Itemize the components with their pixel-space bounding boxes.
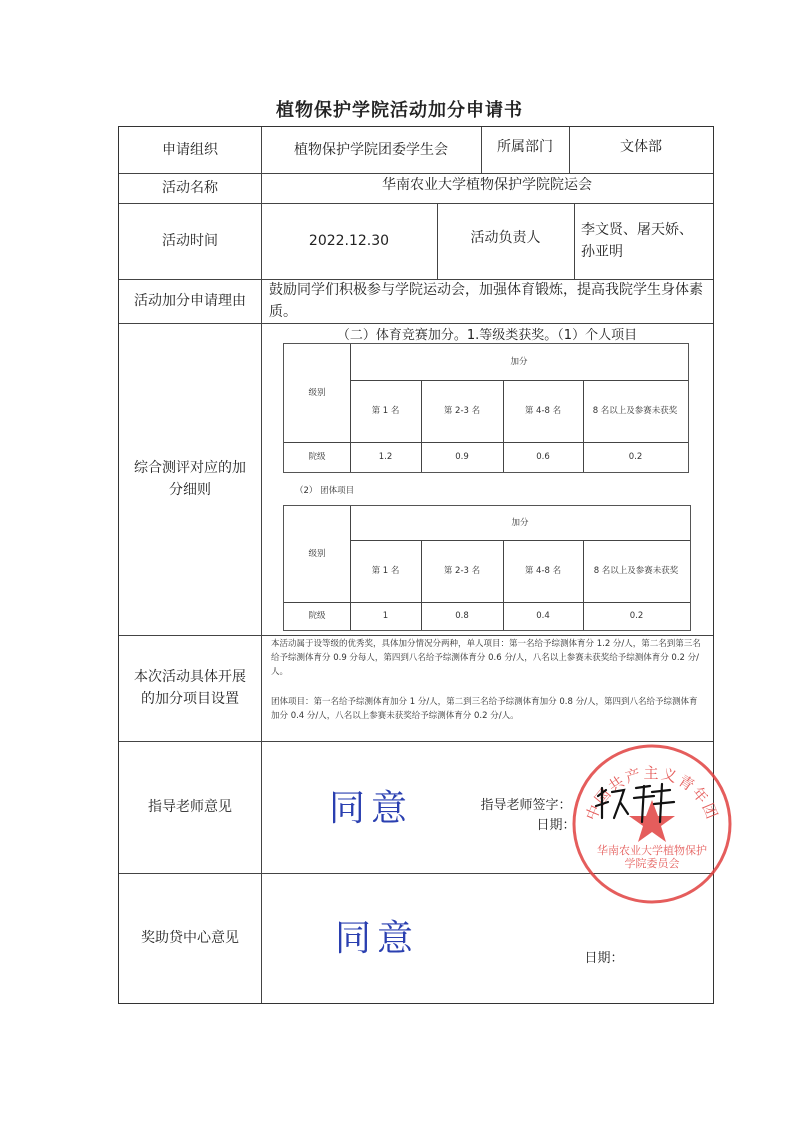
seal-inner-text: 华南农业大学植物保护学院委员会 xyxy=(597,844,707,870)
individual-header-group: 加分 xyxy=(510,357,528,367)
team-col-4: 8 名以上及参赛未获奖 xyxy=(593,566,679,576)
individual-col-1: 第 1 名 xyxy=(371,406,400,416)
teacher-opinion-value: 同意 xyxy=(328,788,413,829)
teacher-date-label: 日期： xyxy=(536,818,576,833)
team-header-group: 加分 xyxy=(511,518,529,528)
individual-value-1: 1.2 xyxy=(378,452,393,462)
rules-intro: （二）体育竞赛加分。1.等级类获奖。（1）个人项目 xyxy=(336,328,638,343)
activity-name-label: 活动名称 xyxy=(162,180,218,196)
org-label: 申请组织 xyxy=(162,142,218,158)
activity-name-value: 华南农业大学植物保护学院院运会 xyxy=(382,177,592,193)
individual-score-table xyxy=(283,343,689,473)
individual-level-label: 级别 xyxy=(308,388,326,398)
team-col-3: 第 4-8 名 xyxy=(524,566,562,576)
team-caption: （2） 团体项目 xyxy=(295,486,355,496)
dept-value: 文体部 xyxy=(620,139,662,155)
individual-value-4: 0.2 xyxy=(628,452,643,462)
team-col-2: 第 2-3 名 xyxy=(443,566,481,576)
activity-time-label: 活动时间 xyxy=(162,233,218,249)
individual-row-label: 院级 xyxy=(308,452,326,462)
team-value-3: 0.4 xyxy=(536,611,550,621)
team-value-4: 0.2 xyxy=(629,611,644,621)
page-title: 植物保护学院活动加分申请书 xyxy=(276,100,523,121)
team-row-label: 院级 xyxy=(308,611,326,621)
teacher-opinion-label: 指导老师意见 xyxy=(148,799,232,815)
individual-col-2: 第 2-3 名 xyxy=(443,406,481,416)
org-value: 植物保护学院团委学生会 xyxy=(294,142,448,158)
individual-col-3: 第 4-8 名 xyxy=(524,406,562,416)
team-value-2: 0.8 xyxy=(455,611,469,621)
teacher-signature xyxy=(590,778,680,832)
center-date-label: 日期： xyxy=(584,951,624,966)
setup-text-team: 团体项目：第一名给予综测体育加分 1 分/人，第二到三名给予综测体育加分 0.8 分/人，第四到八名给予综测体育加分 0.4 分/人，八名以上参赛未获奖给予综测体育分 0.2 分/人。 xyxy=(271,697,698,721)
dept-label: 所属部门 xyxy=(497,139,553,155)
center-opinion-value: 同意 xyxy=(334,918,419,959)
leader-label: 活动负责人 xyxy=(470,230,541,246)
team-value-1: 1 xyxy=(382,611,389,621)
individual-col-4: 8 名以上及参赛未获奖 xyxy=(592,406,678,416)
leader-value: 李文贤、屠天娇、孙亚明 xyxy=(581,222,693,260)
activity-time-value: 2022.12.30 xyxy=(308,233,390,249)
reason-label: 活动加分申请理由 xyxy=(134,293,246,309)
seal-outer-text: 中国共产主义青年团 xyxy=(582,764,722,824)
individual-value-3: 0.6 xyxy=(536,452,550,462)
team-score-table xyxy=(283,505,691,631)
setup-text-individual: 本活动属于设等级的优秀奖，具体加分情况分两种，单人项目：第一名给予综测体育分 1.2 分/人，第二名到第三名给予综测体育分 0.9 分每人，第四到八名给予综测体育分 0.6 分/人，八名以上参赛未获奖给予综测体育分 0.2 分/人。 xyxy=(271,639,701,677)
team-level-label: 级别 xyxy=(308,549,326,559)
setup-label: 本次活动具体开展的加分项目设置 xyxy=(134,669,246,707)
reason-value: 鼓励同学们积极参与学院运动会，加强体育锻炼，提高我院学生身体素质。 xyxy=(269,282,703,320)
team-col-1: 第 1 名 xyxy=(371,566,400,576)
individual-value-2: 0.9 xyxy=(455,452,469,462)
teacher-sign-label: 指导老师签字： xyxy=(480,798,572,813)
rules-label: 综合测评对应的加分细则 xyxy=(134,460,246,498)
center-opinion-label: 奖助贷中心意见 xyxy=(141,930,239,946)
